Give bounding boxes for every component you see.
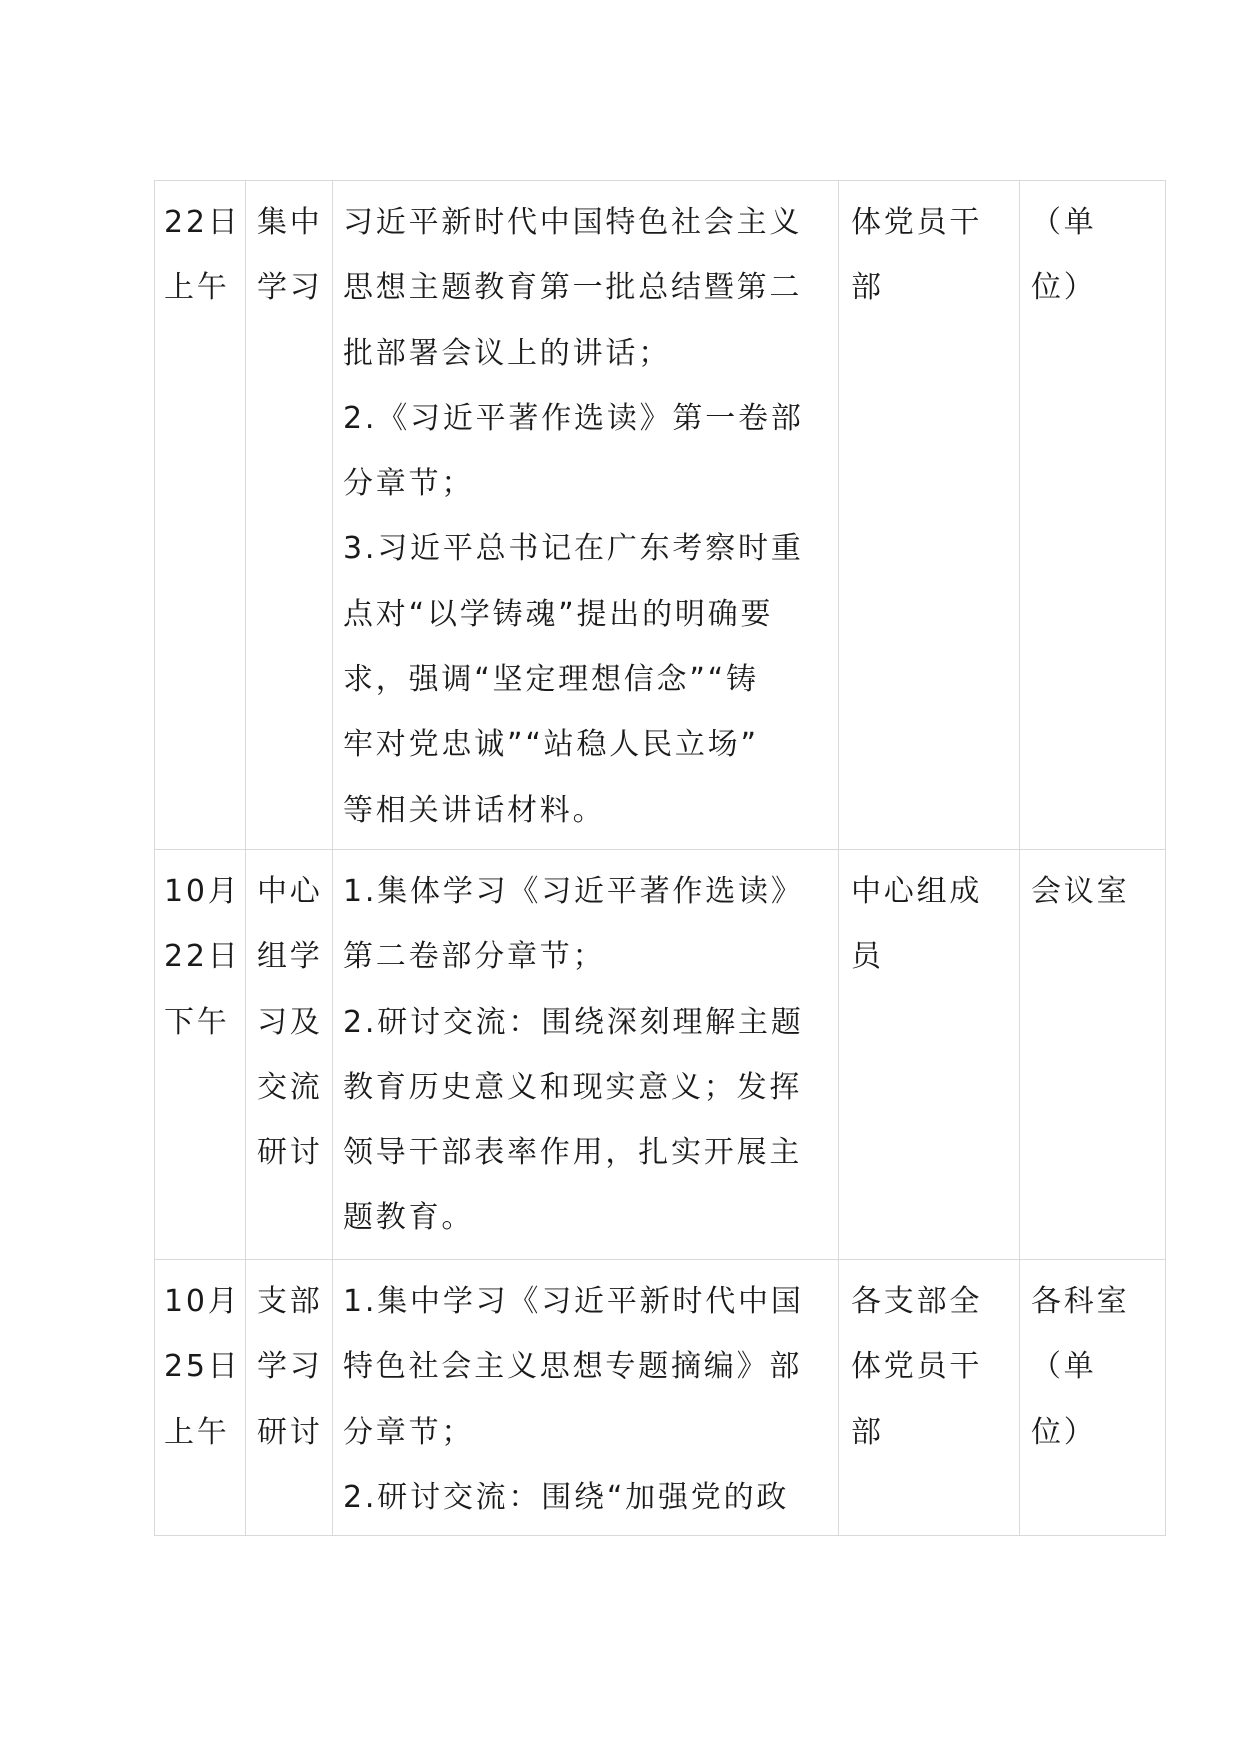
content-line: 思想主题教育第一批总结暨第二: [343, 270, 803, 306]
participants-line: 体党员干: [851, 1349, 983, 1385]
date-line: 下午: [164, 1004, 230, 1040]
content-line: 批部署会议上的讲话；: [343, 335, 671, 371]
location-cell: [1020, 181, 1166, 850]
content-line: 分章节；: [343, 466, 475, 502]
form-line: 研讨: [257, 1414, 323, 1450]
content-line: 领导干部表率作用，扎实开展主: [343, 1135, 803, 1171]
participants-line: 各支部全: [851, 1284, 983, 1319]
form-line: 学习: [257, 1349, 323, 1385]
location-line: 各科室: [1031, 1284, 1130, 1319]
date-cell: [155, 181, 246, 850]
content-line: 特色社会主义思想专题摘编》部: [343, 1349, 803, 1385]
participants-cell: [839, 850, 1020, 1260]
participants-line: 体党员干: [851, 205, 983, 240]
table-row: [155, 850, 1166, 1260]
content-cell: [333, 1260, 839, 1536]
form-line: 支部: [257, 1284, 323, 1319]
participants-line: 员: [851, 939, 884, 975]
content-line: 3.习近平总书记在广东考察时重: [343, 531, 804, 567]
location-line: （单: [1031, 205, 1097, 240]
date-line: 25日: [164, 1349, 241, 1385]
content-line: 分章节；: [343, 1414, 475, 1450]
location-line: 会议室: [1031, 874, 1130, 909]
table-row: [155, 1260, 1166, 1536]
form-line: 学习: [257, 270, 323, 306]
form-line: 交流: [257, 1069, 323, 1105]
location-line: 位）: [1031, 1414, 1097, 1450]
date-cell: [155, 1260, 246, 1536]
content-line: 求，强调“坚定理想信念”“铸: [343, 662, 759, 698]
date-line: 上午: [164, 270, 230, 306]
location-cell: [1020, 1260, 1166, 1536]
form-line: 集中: [257, 205, 323, 240]
date-cell: [155, 850, 246, 1260]
form-line: 组学: [257, 939, 323, 975]
table-row: [155, 181, 1166, 850]
form-cell: [246, 850, 333, 1260]
form-line: 研讨: [257, 1135, 323, 1171]
content-line: 1.集体学习《习近平著作选读》: [343, 874, 804, 909]
content-line: 教育历史意义和现实意义；发挥: [343, 1069, 803, 1105]
form-line: 习及: [257, 1004, 323, 1040]
content-line: 1.集中学习《习近平新时代中国: [343, 1284, 804, 1319]
date-line: 10月: [164, 1284, 241, 1319]
content-line: 牢对党忠诚”“站稳人民立场”: [343, 727, 759, 763]
form-cell: [246, 1260, 333, 1536]
participants-line: 部: [851, 1414, 884, 1450]
content-line: 2.研讨交流：围绕深刻理解主题: [343, 1004, 804, 1040]
form-line: 中心: [257, 874, 323, 909]
participants-line: 中心组成: [851, 874, 983, 909]
schedule-table: [154, 180, 1166, 1536]
content-line: 2.研讨交流：围绕“加强党的政: [343, 1479, 790, 1515]
date-line: 22日: [164, 939, 241, 975]
content-line: 等相关讲话材料。: [343, 792, 606, 828]
date-line: 上午: [164, 1414, 230, 1450]
location-line: 位）: [1031, 270, 1097, 306]
date-line: 10月: [164, 874, 241, 909]
content-cell: [333, 850, 839, 1260]
content-line: 点对“以学铸魂”提出的明确要: [343, 596, 774, 632]
content-line: 题教育。: [343, 1200, 475, 1236]
participants-cell: [839, 1260, 1020, 1536]
content-cell: [333, 181, 839, 850]
form-cell: [246, 181, 333, 850]
date-line: 22日: [164, 205, 241, 240]
content-line: 第二卷部分章节；: [343, 939, 606, 975]
location-cell: [1020, 850, 1166, 1260]
content-line: 2.《习近平著作选读》第一卷部: [343, 400, 804, 436]
content-line: 习近平新时代中国特色社会主义: [343, 205, 803, 240]
participants-line: 部: [851, 270, 884, 306]
participants-cell: [839, 181, 1020, 850]
location-line: （单: [1031, 1349, 1097, 1385]
